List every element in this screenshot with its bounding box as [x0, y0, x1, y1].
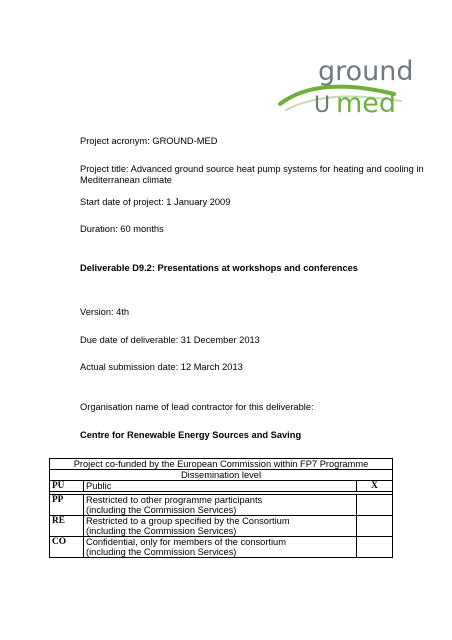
level-description-line2: (including the Commission Services)	[86, 547, 237, 557]
level-description-line2: (including the Commission Services)	[86, 526, 237, 536]
level-description-line2: (including the Commission Services)	[86, 505, 237, 515]
table-row	[50, 516, 393, 537]
submission-date: Actual submission date: 12 March 2013	[80, 362, 243, 372]
dissemination-table	[49, 458, 393, 558]
table-row	[50, 481, 393, 492]
level-description-line1: Public	[86, 481, 112, 491]
logo-text-u: U	[314, 93, 331, 118]
logo-text-med: med	[336, 88, 397, 119]
logo-text-ground: ground	[318, 56, 414, 87]
project-acronym: Project acronym: GROUND-MED	[80, 136, 218, 146]
level-mark	[357, 495, 393, 516]
level-description-line1: Restricted to other programme participants	[86, 495, 263, 505]
level-description-line1: Confidential, only for members of the consortium	[86, 537, 286, 547]
duration: Duration: 60 months	[80, 224, 164, 234]
level-description-line1: Restricted to a group specified by the Consortium	[86, 516, 290, 526]
table-header-funding: Project co-funded by the European Commission within FP7 Programme	[50, 459, 393, 470]
due-date: Due date of deliverable: 31 December 2013	[80, 335, 260, 345]
table-header-row	[50, 459, 393, 470]
level-mark	[357, 516, 393, 537]
level-code: PU	[50, 481, 84, 492]
level-description	[84, 495, 357, 516]
level-mark: X	[357, 481, 393, 492]
level-description	[84, 537, 357, 558]
deliverable-title: Deliverable D9.2: Presentations at workshops and conferences	[80, 263, 358, 273]
table-row	[50, 495, 393, 516]
start-date: Start date of project: 1 January 2009	[80, 197, 231, 207]
table-header-row	[50, 470, 393, 481]
level-code: CO	[50, 537, 84, 558]
level-mark	[357, 537, 393, 558]
organisation-name: Centre for Renewable Energy Sources and Saving	[80, 430, 302, 440]
project-title-line1: Project title: Advanced ground source heat pump systems for heating and cooling in	[80, 164, 424, 174]
version: Version: 4th	[80, 307, 130, 317]
level-code: RE	[50, 516, 84, 537]
groundmed-logo	[276, 54, 421, 120]
level-code: PP	[50, 495, 84, 516]
level-description	[84, 481, 357, 492]
project-title-line2: Mediterranean climate	[80, 175, 172, 185]
table-row	[50, 537, 393, 558]
level-description	[84, 516, 357, 537]
organisation-label: Organisation name of lead contractor for this deliverable:	[80, 402, 314, 412]
table-header-level: Dissemination level	[50, 470, 393, 481]
